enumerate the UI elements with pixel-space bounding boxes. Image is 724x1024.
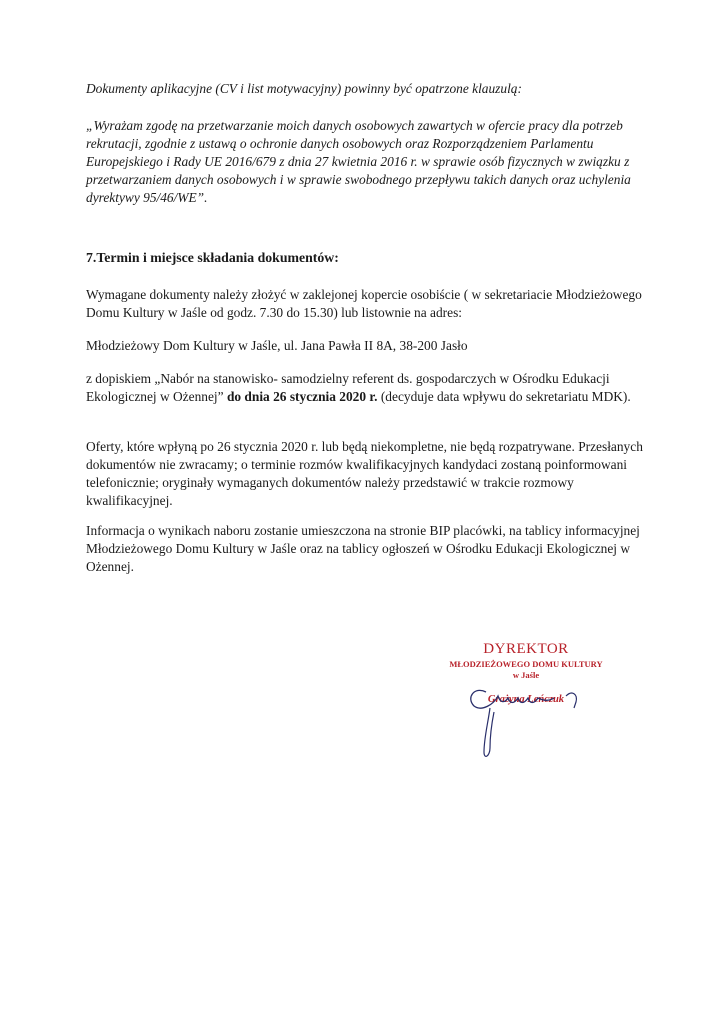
consent-intro: Dokumenty aplikacyjne (CV i list motywacyjny) powinny być opatrzone klauzulą:: [86, 81, 522, 96]
late-offers-paragraph: Oferty, które wpłyną po 26 stycznia 2020 r. lub będą niekompletne, nie będą rozpatrywane. Przesłanych dokumentów nie zwracamy; o terminie rozmów kwalifikacyjnych kandydaci zostaną poinformowani telefonicznie; oryginały wymaganych dokumentów należy przedstawić w trakcie rozmowy kwalifikacyjnej.: [86, 439, 643, 508]
stamp-city: w Jaśle: [512, 670, 540, 680]
signature-stroke: [471, 690, 554, 708]
stamp-name: Grażyna Leńczuk: [487, 694, 565, 705]
annotation-note: (decyduje data wpływu do sekretariatu MDK).: [380, 389, 631, 404]
stamp-institution: MŁODZIEŻOWEGO DOMU KULTURY: [449, 659, 603, 669]
deadline-text: do dnia 26 stycznia 2020 r.: [226, 389, 378, 404]
consent-clause: „Wyrażam zgodę na przetwarzanie moich danych osobowych zawartych w ofercie pracy dla potrzeb rekrutacji, zgodnie z ustawą o ochronie danych osobowych oraz Rozporządzeniem Parlamentu Europejskiego i Rady UE 2016/679 z dnia 27 kwietnia 2016 r. w sprawie osób fizycznych w związku z przetwarzaniem danych osobowych i w sprawie swobodnego przepływu takich danych oraz uchylenia dyrektywy 95/46/WE”.: [86, 118, 631, 205]
signature-flourish: [566, 693, 576, 708]
handwritten-signature: [460, 668, 600, 768]
results-info-paragraph: Informacja o wynikach naboru zostanie umieszczona na stronie BIP placówki, na tablicy informacyjnej Młodzieżowego Domu Kultury w Jaśle oraz na tablicy ogłoszeń w Ośrodku Edukacji Ekologicznej w Ożennej.: [86, 523, 640, 574]
signature-tail: [484, 708, 494, 756]
annotation-text: z dopiskiem „Nabór na stanowisko- samodzielny referent ds. gospodarczych w Ośrodku Edukacji Ekologicznej w Ożennej”: [86, 371, 610, 404]
submission-paragraph: Wymagane dokumenty należy złożyć w zaklejonej kopercie osobiście ( w sekretariacie Młodzieżowego Domu Kultury w Jaśle od godz. 7.30 do 15.30) lub listownie na adres:: [86, 287, 642, 320]
section-heading: 7.Termin i miejsce składania dokumentów:: [86, 250, 339, 265]
stamp-title: DYREKTOR: [483, 641, 569, 657]
address-line: Młodzieżowy Dom Kultury w Jaśle, ul. Jana Pawła II 8A, 38-200 Jasło: [86, 338, 468, 353]
annotation-paragraph: [86, 370, 646, 406]
